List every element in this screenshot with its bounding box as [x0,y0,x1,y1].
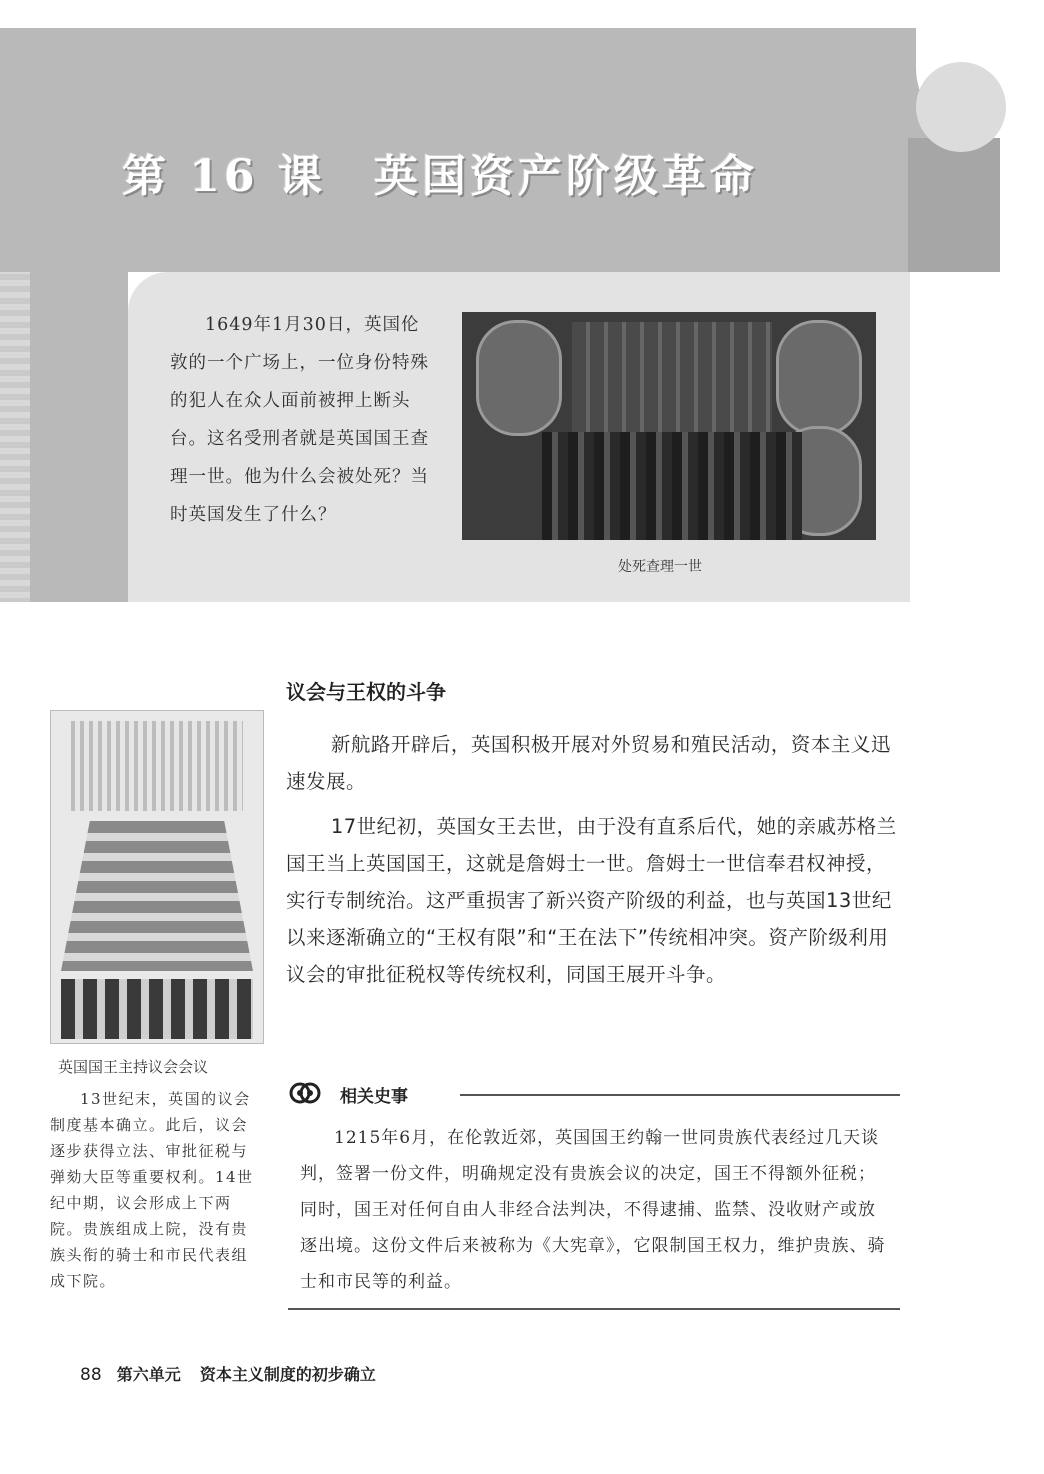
image-hall-arch [71,721,243,811]
section-heading: 议会与王权的斗争 [286,680,446,704]
spiral-icon [288,1076,322,1110]
related-history-header [288,1076,900,1110]
lesson-title: 第 16 课 英国资产阶级革命 [122,151,758,202]
parliament-session-image [50,710,264,1044]
execution-of-charles-image [462,312,876,540]
page-footer [80,1362,376,1385]
body-paragraph-1: 新航路开辟后，英国积极开展对外贸易和殖民活动，资本主义迅速发展。 [286,733,891,793]
related-history-divider [460,1094,900,1096]
related-history-bottom-divider [288,1308,900,1310]
body-paragraph-2: 17世纪初，英国女王去世，由于没有直系后代，她的亲戚苏格兰国王当上英国国王，这就是詹姆士一世。詹姆士一世信奉君权神授，实行专制统治。这严重损害了新兴资产阶级的利益，也与英国13世纪以来逐渐确立的“王权有限”和“王在法下”传统相冲突。资产阶级利用议会的审批征税权等传统权利，同国王展开斗争。 [286,815,897,986]
image-building [572,322,772,432]
image-standing-figures [61,979,253,1039]
image-portrait-right [776,320,862,436]
scroll-decoration [916,28,1036,138]
intro-text: 1649年1月30日，英国伦敦的一个广场上，一位身份特殊的犯人在众人面前被押上断头台。这名受刑者就是英国国王查理一世。他为什么会被处死？当时英国发生了什么？ [170,315,429,525]
header-fold [908,138,1000,272]
page-number: 88 [80,1365,102,1385]
parliament-image-caption: 英国国王主持议会会议 [58,1058,209,1076]
related-history-title: 相关史事 [340,1087,408,1107]
image-crowd [542,432,802,540]
unit-label: 第六单元 [116,1365,181,1384]
sidebar-note: 13世纪末，英国的议会制度基本确立。此后，议会逐步获得立法、审批征税与弹劾大臣等重要权利。14世纪中期，议会形成上下两院。贵族组成上院，没有贵族头衔的骑士和市民代表组成下院。 [50,1090,254,1290]
image-portrait-left [476,320,562,436]
intro-left-band [30,272,128,602]
execution-image-caption: 处死查理一世 [618,559,702,575]
image-seating-rows [61,821,253,971]
related-history-text: 1215年6月，在伦敦近郊，英国国王约翰一世同贵族代表经过几天谈判，签署一份文件，明确规定没有贵族会议的决定，国王不得额外征税；同时，国王对任何自由人非经合法判决，不得逮捕、监禁、没收财产或放逐出境。这份文件后来被称为《大宪章》，它限制国王权力，维护贵族、骑士和市民等的利益。 [300,1128,886,1292]
unit-title: 资本主义制度的初步确立 [199,1365,376,1384]
